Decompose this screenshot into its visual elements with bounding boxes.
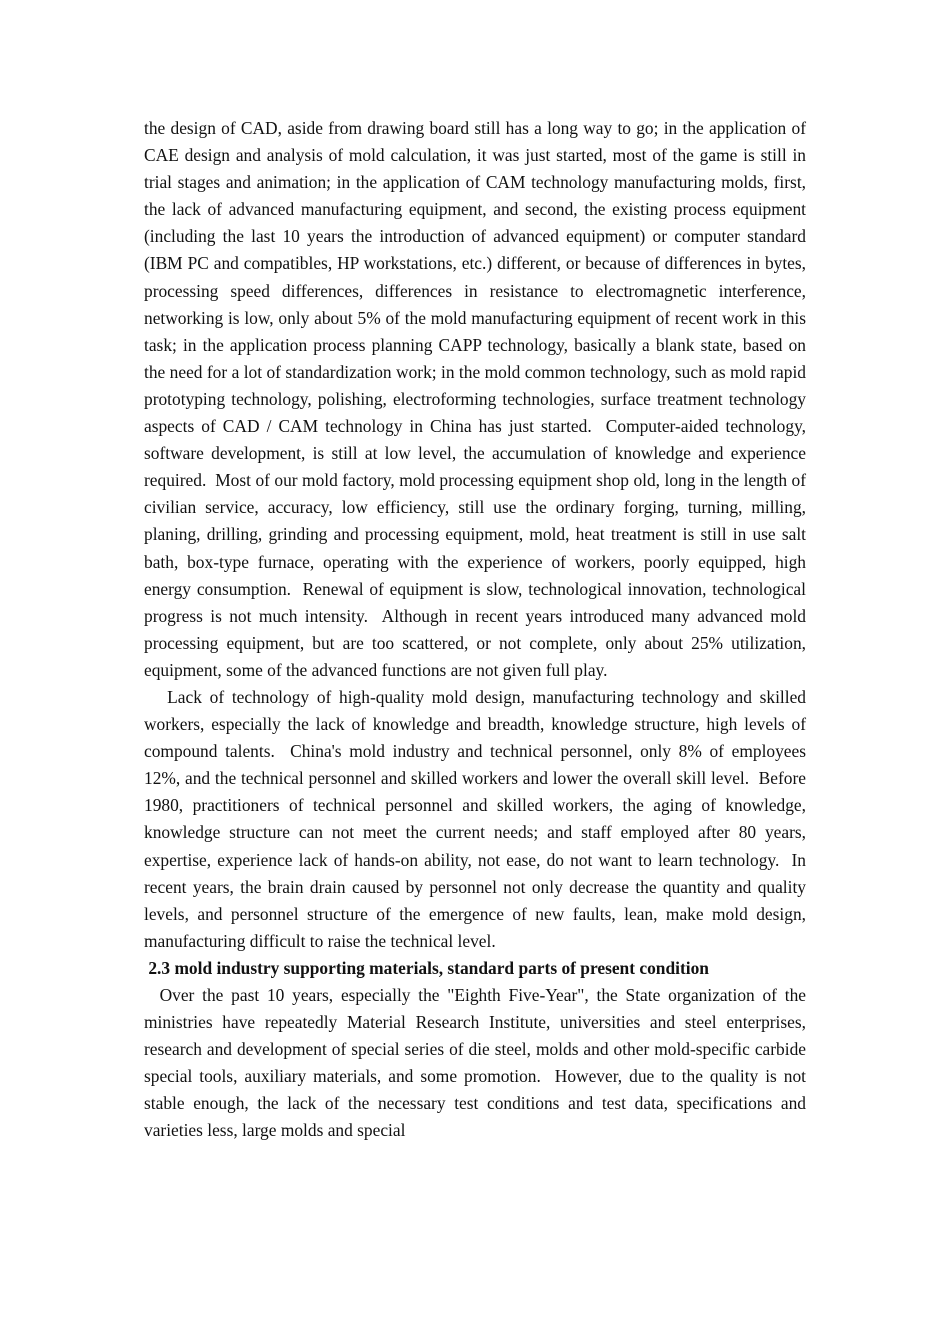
document-page (144, 115, 811, 1145)
body-paragraph-cad-cam: the design of CAD, aside from drawing board still has a long way to go; in the application of CAE design and analysis of mold calculation, it was just started, most of the game is still in trial stages and animation; in the application of CAM technology manufacturing molds, first, the lack of advanced manufacturing equipment, and second, the existing process equipment (including the last 10 years the introduction of advanced equipment) or computer standard (IBM PC and compatibles, HP workstations, etc.) different, or because of differences in bytes, processing speed differences, differences in resistance to electromagnetic interference, networking is low, only about 5% of the mold manufacturing equipment of recent work in this task; in the application process planning CAPP technology, basically a blank state, based on the need for a lot of standardization work; in the mold common technology, such as mold rapid prototyping technology, polishing, electroforming technologies, surface treatment technology aspects of CAD / CAM technology in China has just started. Computer-aided technology, software development, is still at low level, the accumulation of knowledge and experience required. Most of our mold factory, mold processing equipment shop old, long in the length of civilian service, accuracy, low efficiency, still use the ordinary forging, turning, milling, planing, drilling, grinding and processing equipment, mold, heat treatment is still in use salt bath, box-type furnace, operating with the experience of workers, poorly equipped, high energy consumption. Renewal of equipment is slow, technological innovation, technological progress is not much intensity. Although in recent years introduced many advanced mold processing equipment, but are too scattered, or not complete, only about 25% utilization, equipment, some of the advanced functions are not given full play. (144, 118, 811, 680)
body-paragraph-materials: Over the past 10 years, especially the "Eighth Five-Year", the State organization of the ministries have repeatedly Material Research Institute, universities and steel enterprises, research and development of special series of die steel, molds and other mold-specific carbide special tools, auxiliary materials, and some promotion. However, due to the quality is not stable enough, the lack of the necessary test conditions and test data, specifications and varieties less, large molds and special (144, 985, 811, 1141)
section-heading-2-3: 2.3 mold industry supporting materials, standard parts of present condition (144, 957, 709, 978)
body-paragraph-skilled-workers: Lack of technology of high-quality mold design, manufacturing technology and skilled workers, especially the lack of knowledge and breadth, knowledge structure, high levels of compound talents. China's mold industry and technical personnel, only 8% of employees 12%, and the technical personnel and skilled workers and lower the overall skill level. Before 1980, practitioners of technical personnel and skilled workers, the aging of knowledge, knowledge structure can not meet the current needs; and staff employed after 80 years, expertise, experience lack of hands-on ability, not ease, do not want to learn technology. In recent years, the brain drain caused by personnel not only decrease the quantity and quality levels, and personnel structure of the emergence of new faults, lean, make mold design, manufacturing difficult to raise the technical level. (144, 686, 811, 951)
